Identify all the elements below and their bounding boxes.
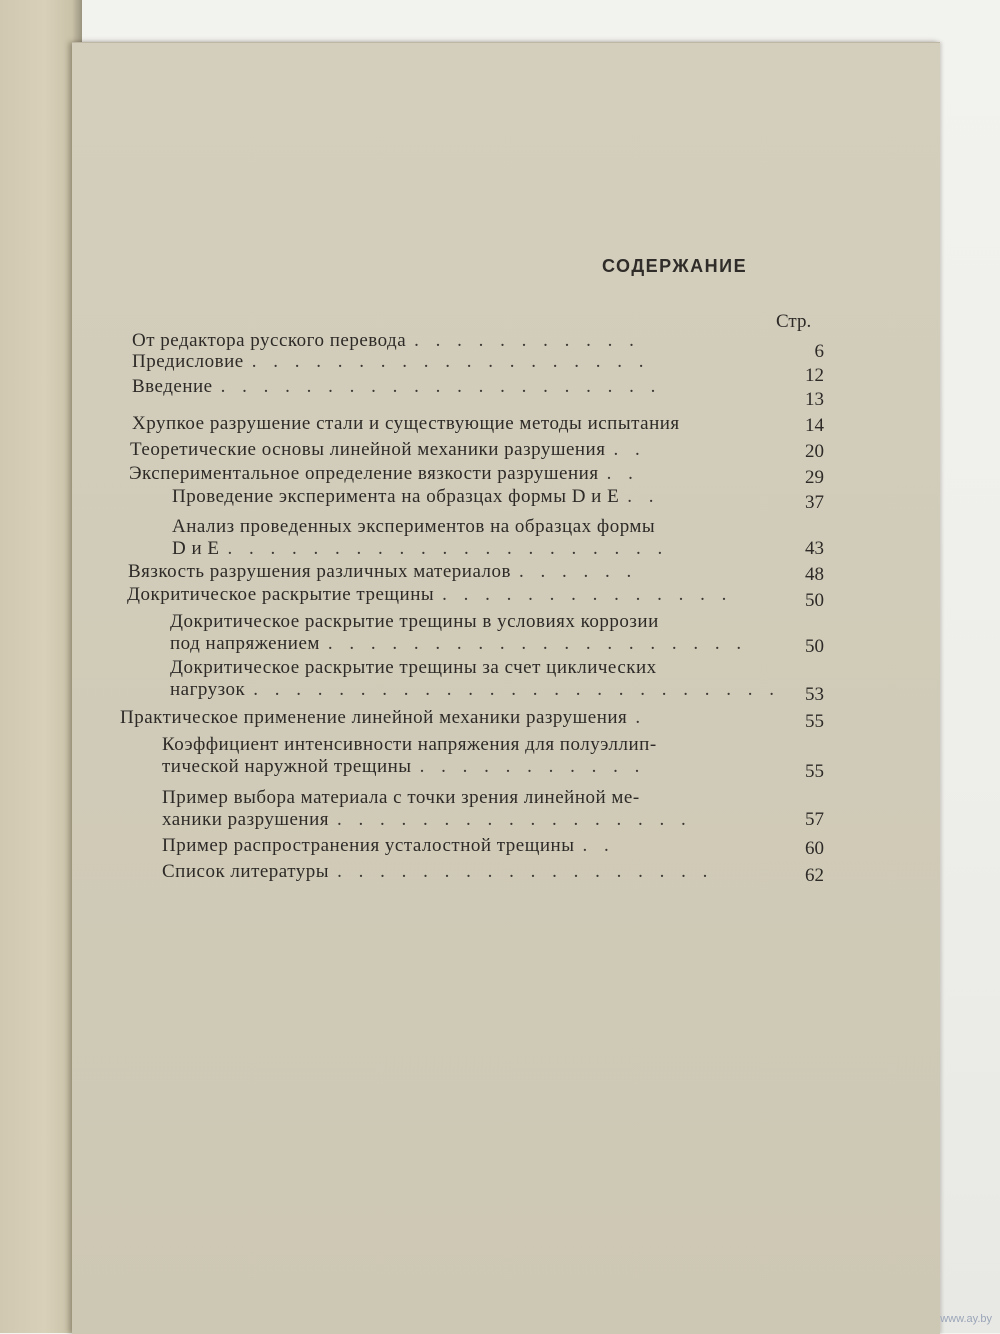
toc-entry-theory: Теоретические основы линейной механики разрушения . . bbox=[130, 439, 646, 460]
toc-page-number: 55 bbox=[805, 761, 824, 782]
toc-entry-experimental: Экспериментальное определение вязкости разрушения . . bbox=[129, 463, 639, 484]
book-page bbox=[72, 42, 940, 1334]
toc-entry-stress-intensity: Коэффициент интенсивности напряжения для полуэллип- тической наружной трещины . . . . . . . . . . . bbox=[162, 734, 657, 777]
toc-page-number: 50 bbox=[805, 590, 824, 611]
toc-entry-material-selection: Пример выбора материала с точки зрения линейной ме- ханики разрушения . . . . . . . . . . . . . . . . . bbox=[162, 787, 692, 830]
toc-page-number: 43 bbox=[805, 538, 824, 559]
toc-page-number: 48 bbox=[805, 564, 824, 585]
toc-page-number: 20 bbox=[805, 441, 824, 462]
toc-entry-foreword: Предисловие . . . . . . . . . . . . . . . . . . . bbox=[132, 351, 650, 372]
toc-entry-experiment-de: Проведение эксперимента на образцах формы D и E . . bbox=[172, 486, 660, 507]
toc-page-number: 60 bbox=[805, 838, 824, 859]
toc-page-number: 37 bbox=[805, 492, 824, 513]
toc-entry-practical-application: Практическое применение линейной механики разрушения . bbox=[120, 707, 647, 728]
toc-entry-introduction: Введение . . . . . . . . . . . . . . . . . . . . . bbox=[132, 376, 662, 397]
toc-page-number: 13 bbox=[805, 389, 824, 410]
toc-entry-cyclic-loads: Докритическое раскрытие трещины за счет циклических нагрузок . . . . . . . . . . . . . . . . . . . . . . . . . bbox=[170, 657, 781, 700]
page-column-label: Стр. bbox=[776, 311, 812, 332]
toc-page-number: 55 bbox=[805, 711, 824, 732]
toc-entry-toughness-materials: Вязкость разрушения различных материалов . . . . . . bbox=[128, 561, 638, 582]
toc-entry-fatigue-crack: Пример распространения усталостной трещины . . bbox=[162, 835, 615, 856]
toc-page-number: 6 bbox=[814, 341, 824, 362]
page-title: СОДЕРЖАНИЕ bbox=[602, 256, 748, 276]
toc-page-number: 53 bbox=[805, 684, 824, 705]
toc-page-number: 29 bbox=[805, 467, 824, 488]
toc-page-number: 57 bbox=[805, 809, 824, 830]
toc-entry-editor-preface: От редактора русского перевода . . . . . . . . . . . bbox=[132, 330, 640, 351]
toc-page-number: 62 bbox=[805, 865, 824, 886]
toc-page-number: 12 bbox=[805, 365, 824, 386]
toc-entry-references: Список литературы . . . . . . . . . . . . . . . . . . bbox=[162, 861, 714, 882]
toc-entry-brittle-fracture: Хрупкое разрушение стали и существующие методы испытания bbox=[132, 413, 680, 434]
toc-page-number: 50 bbox=[805, 636, 824, 657]
toc-entry-subcritical-crack: Докритическое раскрытие трещины . . . . . . . . . . . . . . bbox=[127, 584, 733, 605]
previous-page-edge bbox=[0, 0, 82, 1333]
toc-entry-stress-corrosion: Докритическое раскрытие трещины в условиях коррозии под напряжением . . . . . . . . . . . . . . . . . . . . bbox=[170, 611, 748, 654]
watermark-text: www.ay.by bbox=[940, 1313, 992, 1325]
toc-entry-analysis-de: Анализ проведенных экспериментов на образцах формы D и E . . . . . . . . . . . . . . . . . . . . . bbox=[172, 516, 669, 559]
toc-page-number: 14 bbox=[805, 415, 824, 436]
